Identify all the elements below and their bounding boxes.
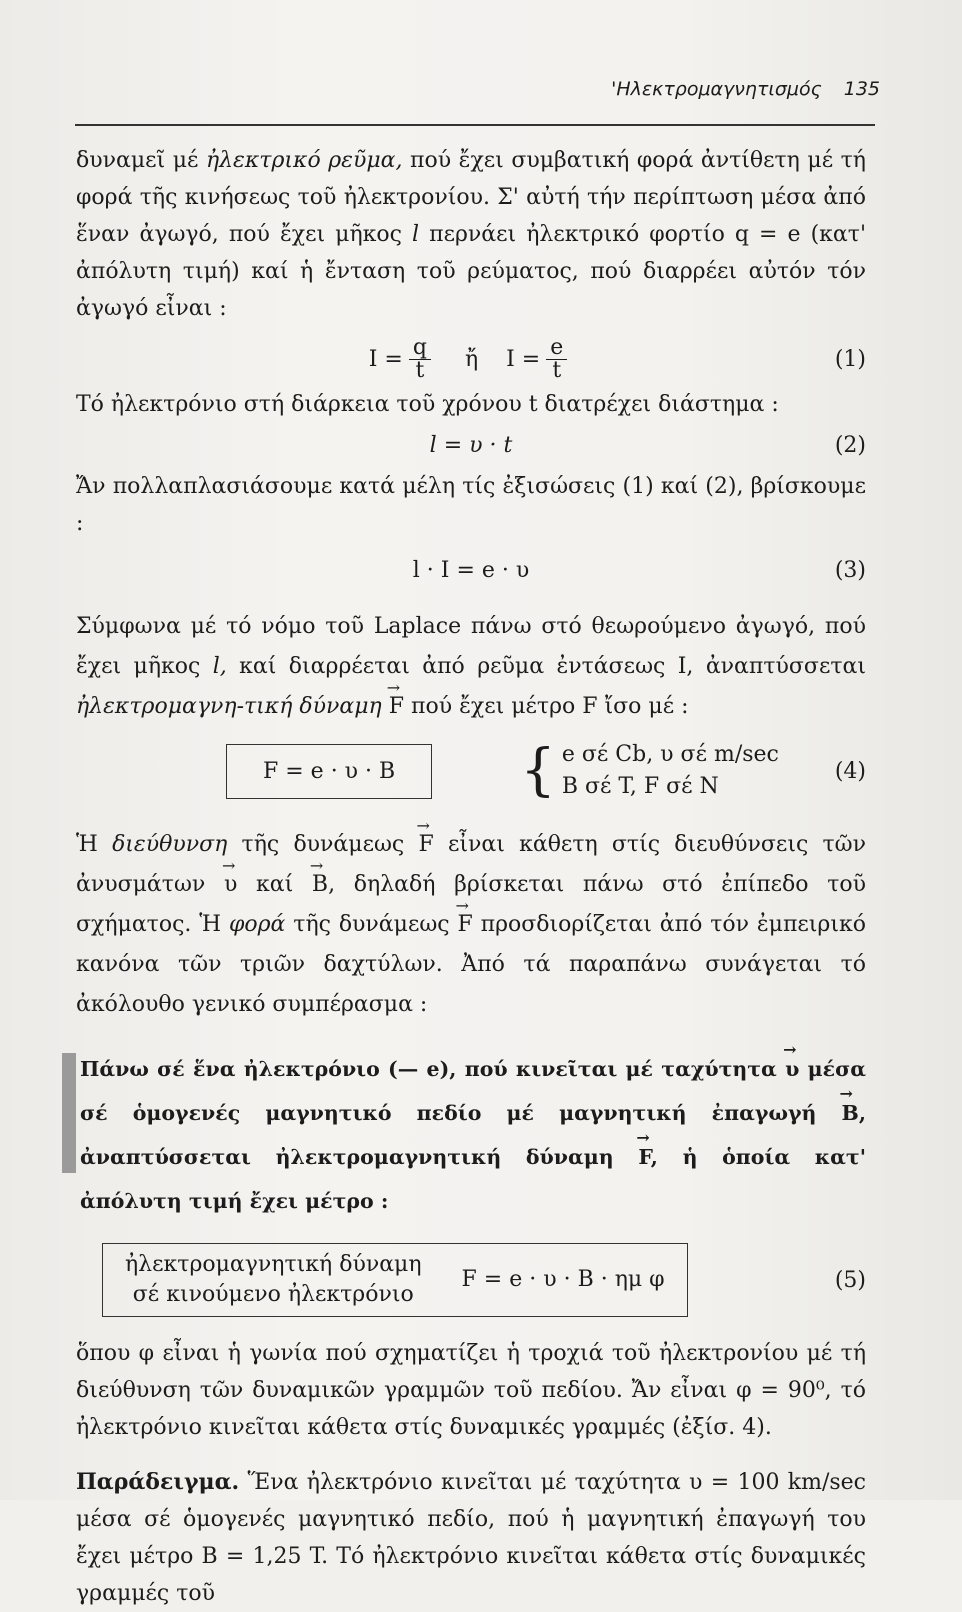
paragraph-6: ὅπου φ εἶναι ἡ γωνία πού σχηματίζει ἡ τροχιά τοῦ ἠλεκτρονίου μέ τή διεύθυνση τῶν δυναμικῶν γραμμῶν τοῦ πεδίου. Ἄν εἶναι φ = 90⁰, τό ἠλεκτρόνιο κινεῖται κάθετα στίς δυναμικές γραμμές (ἐξίσ. 4). — [76, 1341, 866, 1440]
page-body — [76, 142, 866, 1612]
equation-number: (2) — [834, 433, 866, 458]
header-rule — [75, 124, 875, 126]
paragraph-5: Ἡ διεύθυνση τῆς δυνάμεως → F εἶναι κάθετη στίς διευθύνσεις τῶν ἀνυσμάτων → υ καί → B, δηλαδή βρίσκεται πάνω στό ἐπίπεδο τοῦ σχήματος. Ἡ φορά τῆς δυνάμεως → F προσδιορίζεται ἀπό τόν ἐμπειρικό κανόνα τῶν τριῶν δαχτύλων. Ἀπό τά παραπάνω συνάγεται τό ἀκόλουθο γενικό συμπέρασμα : — [76, 825, 866, 1025]
paragraph-7: Παράδειγμα. Ἕνα ἠλεκτρόνιο κινεῖται μέ ταχύτητα υ = 100 km/sec μέσα σέ ὁμογενές μαγνητικό πεδίο, πού ἡ μαγνητική ἐπαγωγή του ἔχει μέτρο B = 1,25 T. Τό ἠλεκτρόνιο κινεῖται κάθετα στίς δυναμικές γραμμές τοῦ — [76, 1469, 866, 1606]
boxed-formula: F = e · υ · B — [226, 744, 432, 799]
equation-5: ἠλεκτρομαγνητική δύναμη σέ κινούμενο ἠλεκτρόνιο F = e · υ · B · ημ φ (5) — [76, 1243, 866, 1317]
paragraph-4: Σύμφωνα μέ τό νόμο τοῦ Laplace πάνω στό θεωρούμενο ἀγωγό, πού ἔχει μῆκος l, καί διαρρέεται ἀπό ρεῦμα ἐντάσεως I, ἀναπτύσσεται ἠλεκτρομαγνη-τική δύναμη → F πού ἔχει μέτρο F ἴσο μέ : — [76, 607, 866, 727]
equation-number: (4) — [834, 758, 866, 784]
equation-4: F = e · υ · B { e σέ Cb, υ σέ m/sec B σέ T, F σέ N (4) — [76, 739, 866, 803]
page-number: 135 — [843, 78, 880, 100]
running-header — [560, 78, 880, 100]
equation-2: l = υ · t (2) — [76, 427, 866, 464]
paragraph-1: δυναμεῖ μέ ἠλεκτρικό ρεῦμα, πού ἔχει συμβατική φορά ἀντίθετη μέ τή φορά τῆς κινήσεως τοῦ ἠλεκτρονίου. Σ' αὐτή τήν περίπτωση μέσα ἀπό ἕναν ἀγωγό, πού ἔχει μῆκος l περνάει ἠλεκτρικό φορτίο q = e (κατ' ἀπόλυτη τιμή) καί ἡ ἔνταση τοῦ ρεύματος, πού διαρρέει αὐτόν τόν ἀγωγό εἶναι : — [76, 148, 866, 321]
equation-number: (1) — [834, 347, 866, 372]
margin-bar — [62, 1053, 76, 1173]
equation-3: l · I = e · υ (3) — [76, 552, 866, 589]
paragraph-2: Τό ἠλεκτρόνιο στή διάρκεια τοῦ χρόνου t διατρέχει διάστημα : — [76, 392, 779, 417]
conclusion-block: Πάνω σέ ἕνα ἠλεκτρόνιο (— e), πού κινεῖται μέ ταχύτητα → υ μέσα σέ ὁμογενές μαγνητικό πεδίο μέ μαγνητική ἐπαγωγή → B, ἀναπτύσσεται ἠλεκτρομαγνητική δύναμη → F, ἡ ὁποία κατ' ἀπόλυτη τιμή ἔχει μέτρο : — [76, 1047, 866, 1223]
equation-number: (3) — [834, 558, 866, 583]
equation-1: I = $\frac{q}{t}$ ἤ I = $\frac{e}{t}$ (1) — [368, 335, 866, 383]
paragraph-3: Ἄν πολλαπλασιάσουμε κατά μέλη τίς ἐξισώσεις (1) καί (2), βρίσκουμε : — [76, 474, 866, 536]
equation-number: (5) — [834, 1267, 866, 1293]
chapter-title: 'Ηλεκτρομαγνητισμός — [611, 78, 822, 100]
